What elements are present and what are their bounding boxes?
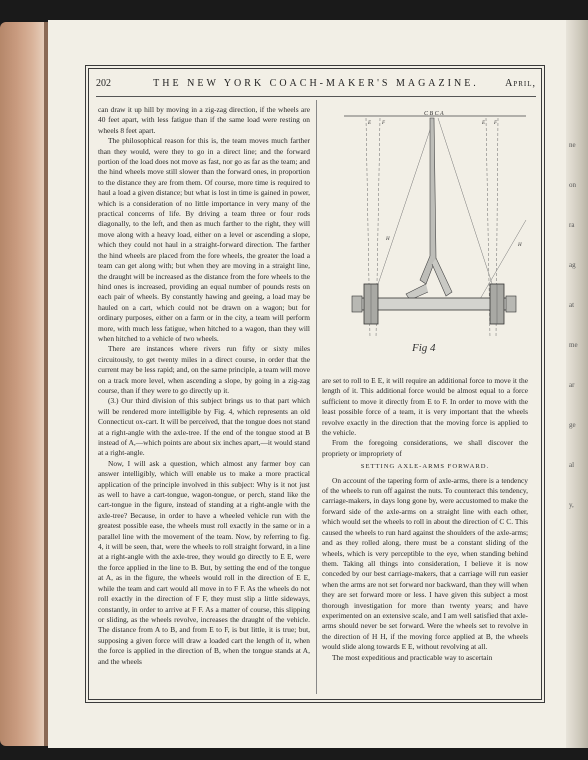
paragraph: (3.) Our third division of this subject brings us to that part which will be rendered more intelligible by Fig. 4, which represents an old Connecticut ox-cart. It will be perceived, that the tongue does not stand at a right-angle with the axle-tree. If the end of the tongue stood at B instead of A,—which points are about six inches apart,—it would stand at a right-angle. xyxy=(98,396,310,458)
column-divider xyxy=(316,100,317,694)
header-rule xyxy=(96,96,536,97)
paragraph: can draw it up hill by moving in a zig-zag direction, if the wheels are 40 feet apart, with less fatigue than if the same load were resting on wheels 8 feet apart. xyxy=(98,105,310,135)
edge-text-fragment: on xyxy=(569,181,576,189)
fig-letters-top: C B C A xyxy=(424,111,444,117)
page-month: April, xyxy=(505,78,536,89)
paragraph: From the foregoing considerations, we shall discover the propriety or impropriety of xyxy=(322,438,528,458)
edge-text-fragment: ge xyxy=(569,421,576,429)
fig-letter-e-left: E xyxy=(368,121,372,126)
fig-letter-e-right: E xyxy=(482,121,486,126)
section-heading: SETTING AXLE-ARMS FORWARD. xyxy=(360,463,490,471)
next-page-edge xyxy=(566,20,588,748)
figure-caption: Fig 4 xyxy=(412,342,436,354)
running-title: THE NEW YORK COACH-MAKER'S MAGAZINE. xyxy=(153,78,479,89)
paragraph: The philosophical reason for this is, the team moves much farther than they would, were they to go in a direct line; and the forward portion of the load does not move as fast, nor go as far as the team; and the hind wheels move still slower than the forward ones, in proportion to the distance they are from them. Of course, more time is required to haul a load a given distance; but what is lost in time is gained in power, which is a consideration of no little importance in very many of the practical concerns of life. By driving a team three or four rods diagonally, to the left, and then as much farther to the right, they will move along with a heavy load, either on a level or ascending a slope, which they could not haul in a straight-forward direction. The farther the hind wheels are placed from the fore wheels, the greater the load a team can get along with; but when they are moving in a straight line, the draught will be increased as the distance from the fore wheels to the hind ones is increased, providing an equal number of pounds rests on each pair of wheels. By constantly hawing and geeing, a load may be hauled on a cart, which could not be drawn on a wagon; but for ordinary purposes, either on a farm or in the city, a team will perform more, with much less fatigue, when hitched to a wagon, than they will when hitched to a vehicle of two wheels. xyxy=(98,136,310,343)
fig-letter-h-left: H xyxy=(386,237,390,242)
fig-letter-f-right: F xyxy=(494,121,498,126)
paragraph: Now, I will ask a question, which almost any farmer boy can answer intelligibly, which will enable us to make a more practical application of the principle involved in this subject: Why is it not just as well to have a cart-tongue, wagon-tongue, or perch, stand like the cart-tongue in the figure, instead of standing at a right-angle with the axle-tree? Because, in order to have a wheeled vehicle run with the greatest possible ease, the wheels must roll exactly in the same or in a parallel line with the movement of the team. Now, by referring to fig. 4, it will be seen, that, were the wheels to roll straight forward, in a line at a right-angle with the axle-tree, they would go directly to E E, were the force applied in the line to B. But, by setting the end of the tongue at A, as in the figure, the wheels would roll in the direction of E E, while the team and cart would all move in to F F. As the wheels do not roll exactly in the direction of F F, they must slip a little sideways, constantly, in order to arrive at F F. As a matter of course, this slipping or sliding, as the wheels revolve, increases the draught of the vehicle. The distance from A to B, and from E to F, is but little, it is true; but, supposing a given force will draw a loaded cart the length of it, when the force is applied in the direction of B, when the tongue stands at A, and the wheels xyxy=(98,458,310,666)
edge-text-fragment: ne xyxy=(569,141,576,149)
edge-text-fragment: ra xyxy=(569,221,575,229)
paragraph: There are instances where rivers run fifty or sixty miles circuitously, to get twenty miles in a direct course, in order that the current may be less rapid; and, on the same principle, a team will move on a track more level, when ascending a slope, by going in a zig-zag course, than if they were to go directly up it. xyxy=(98,344,310,395)
edge-text-fragment: ag xyxy=(569,261,576,269)
paragraph: On account of the tapering form of axle-arms, there is a tendency of the wheels to run off against the nuts. To counteract this tendency, carriage-makers, in days long gone by, were accustomed to make the forward side of the axle-arms on a straight line with each other, which would set the wheels to roll in about the direction of C C. This caused the wheels to run hard against the shoulders of the axle-arms; and as they rolled along, there must be a constant sliding of the wheels, which is very perceptible to the eye, when standing behind them. Taking all things into consideration, I believe it is now conceded by our best carriage-makers, that a carriage will run easier when the arms are not set forward nor backward, than they will when they are set forward more or less. I have given this subject a most thorough investigation for more than twenty years; and have experimented on an extensive scale, and I am well satisfied that axle-arms should never be set forward. Were the wheels set to revolve in the direction of H H, if the moving force applied at B, the wheels would slide along towards E E, without revolving at all. xyxy=(322,475,528,652)
fig-4-ox-cart-diagram xyxy=(340,108,528,376)
fig-letter-f-left: F xyxy=(382,121,386,126)
page-header xyxy=(96,78,536,94)
right-column xyxy=(322,376,528,663)
fig-letter-h-right: H xyxy=(518,243,522,248)
edge-text-fragment: ar xyxy=(569,381,575,389)
edge-text-fragment: at xyxy=(569,301,575,309)
edge-text-fragment: al xyxy=(569,461,575,469)
book-spine xyxy=(0,22,46,746)
paragraph: The most expeditious and practicable way to ascertain xyxy=(332,652,493,662)
edge-text-fragment: y, xyxy=(569,501,574,509)
page-number: 202 xyxy=(96,78,111,89)
left-column xyxy=(98,105,310,667)
paragraph: are set to roll to E E, it will require an additional force to move it the length of it. This additional force would be almost equal to a force sufficient to move it directly from E to F. In order to move with the least possible force of a team, it is very important that the wheels revolve exactly in the direction that the moving force is applied to the vehicle. xyxy=(322,376,528,438)
edge-text-fragment: me xyxy=(569,341,578,349)
